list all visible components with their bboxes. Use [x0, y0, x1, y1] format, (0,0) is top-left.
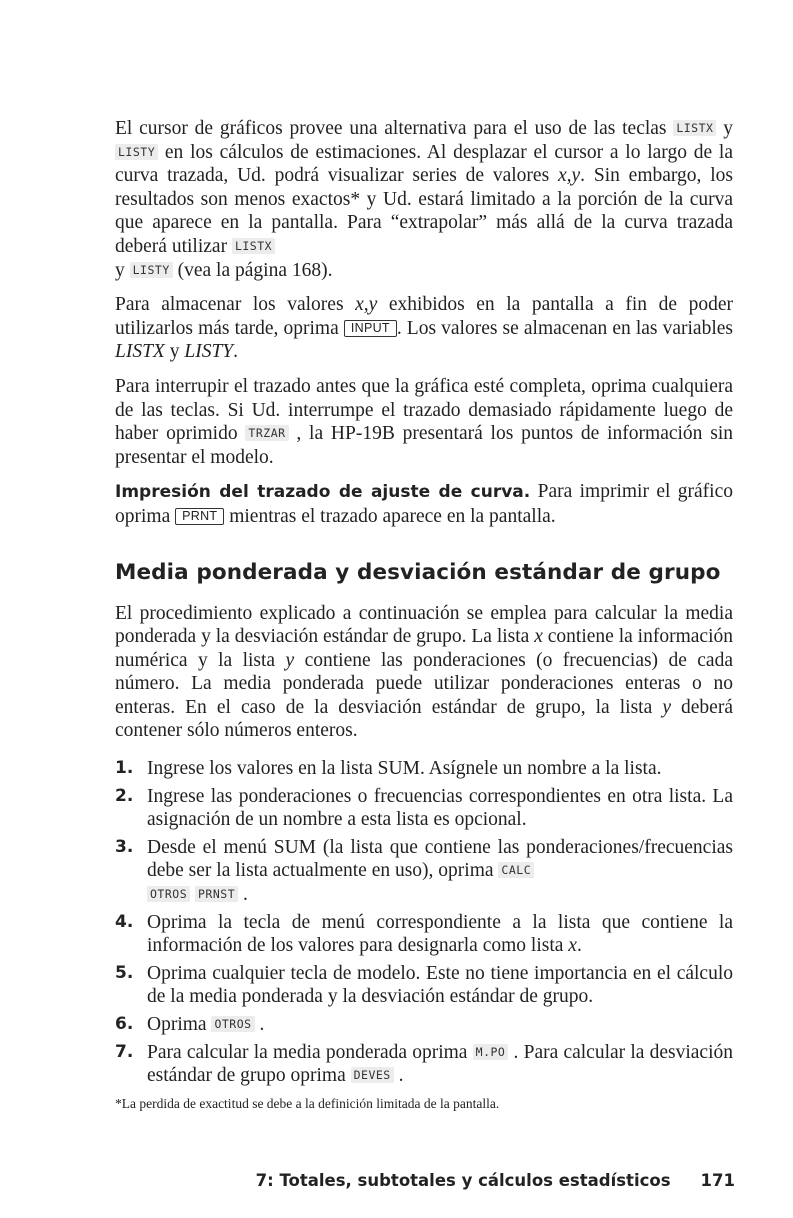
step-item: 5. Oprima cualquier tecla de modelo. Este no tiene importancia en el cálculo de la media ponderada y la desviación estándar de grupo. — [115, 962, 733, 1008]
softkey-otros: OTROS — [147, 886, 190, 902]
softkey-mpo: M.PO — [473, 1044, 509, 1060]
chapter-title: 7: Totales, subtotales y cálculos estadísticos — [255, 1171, 671, 1190]
step-item: 4. Oprima la tecla de menú correspondiente a la lista que contiene la información de los valores para designarla como lista x. — [115, 911, 733, 957]
softkey-listx: LISTX — [232, 238, 275, 254]
step-number: 6. — [115, 1014, 134, 1034]
paragraph-store-values: Para almacenar los valores x,y exhibidos en la pantalla a fin de poder utilizarlos más tarde, oprima INPUT . Los valores se almacenan en las variables LISTX y LISTY. — [115, 294, 733, 363]
paragraph-weighted-mean-intro: El procedimiento explicado a continuación se emplea para calcular la media ponderada y la desviación estándar de grupo. La lista x contiene la información numérica y la lista y contiene las ponderaciones (o frecuencias) de cada número. La media ponderada puede utilizar ponderaciones enteras o no enteras. En el caso de la desviación estándar de grupo, la lista y deberá contener sólo números enteros. — [115, 602, 733, 742]
step-item: 2. Ingrese las ponderaciones o frecuencias correspondientes en otra lista. La asignación de un nombre a esta lista es opcional. — [115, 785, 733, 831]
step-number: 2. — [115, 785, 134, 806]
softkey-listy: LISTY — [130, 262, 173, 278]
page-footer — [115, 1171, 735, 1190]
step-number: 1. — [115, 758, 134, 779]
section-heading: Media ponderada y desviación estándar de grupo — [115, 559, 721, 585]
step-number: 5. — [115, 962, 134, 983]
step-number: 7. — [115, 1041, 134, 1062]
step-item: 1. Ingrese los valores en la lista SUM. Asígnele un nombre a la lista. — [115, 758, 662, 780]
paragraph-graph-cursor: El cursor de gráficos provee una alternativa para el uso de las teclas LISTX y LISTY en los cálculos de estimaciones. Al desplazar el cursor a lo largo de la curva trazada, Ud. podrá visualizar series de valores x,y. Sin embargo, los resultados son menos exactos* y Ud. estará limitado a la porción de la curva que aparece en la pantalla. Para “extrapolar” más allá de la curva trazada deberá utilizar LISTX y LISTY (vea la página 168). — [115, 118, 734, 281]
page-body — [115, 117, 733, 1112]
runin-heading: Impresión del trazado de ajuste de curva. — [115, 482, 531, 503]
softkey-listy: LISTY — [115, 144, 158, 160]
softkey-trzar: TRZAR — [245, 425, 288, 441]
paragraph-print-plot: Impresión del trazado de ajuste de curva. Para imprimir el gráfico oprima PRNT mientras el trazado aparece en la pantalla. — [115, 481, 733, 527]
softkey-prnst: PRNST — [195, 886, 238, 902]
paragraph-interrupt-plot: Para interrupir el trazado antes que la gráfica esté completa, oprima cualquiera de las teclas. Si Ud. interrumpe el trazado demasiado rápidamente luego de haber oprimido TRZAR , la HP-19B presentará los puntos de información sin presentar el modelo. — [115, 375, 733, 468]
softkey-otros: OTROS — [211, 1016, 254, 1032]
step-item: 3. Desde el menú SUM (la lista que contiene las ponderaciones/frecuencias debe ser la lista actualmente en uso), oprima CALC OTROS PRNST . — [115, 836, 733, 906]
step-item: 6. Oprima OTROS . — [115, 1014, 265, 1035]
footnote: *La perdida de exactitud se debe a la definición limitada de la pantalla. — [115, 1095, 500, 1111]
procedure-steps — [115, 757, 733, 1088]
softkey-listx: LISTX — [673, 120, 716, 136]
step-number: 4. — [115, 911, 134, 932]
softkey-deves: DEVES — [351, 1067, 394, 1083]
key-prnt: PRNT — [175, 508, 224, 525]
page-number: 171 — [700, 1171, 735, 1190]
step-item: 7. Para calcular la media ponderada oprima M.PO . Para calcular la desviación estándar de grupo oprima DEVES . — [115, 1041, 733, 1087]
key-input: INPUT — [344, 320, 397, 337]
step-number: 3. — [115, 836, 134, 857]
softkey-calc: CALC — [498, 862, 534, 878]
